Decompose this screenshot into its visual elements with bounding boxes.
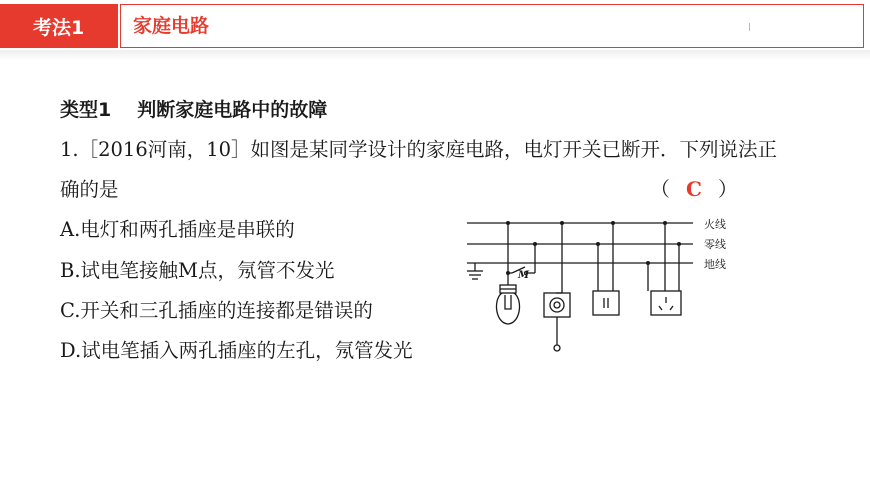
option-c: C.开关和三孔插座的连接都是错误的 <box>60 299 373 322</box>
answer-open: （ <box>650 177 670 201</box>
three-pin-outlet <box>648 223 681 315</box>
type-name: 判断家庭电路中的故障 <box>137 99 328 121</box>
junction-dots <box>506 221 681 275</box>
question-type-heading <box>60 95 327 122</box>
light-bulb-icon <box>496 285 519 324</box>
header-shadow <box>0 50 870 60</box>
answer-letter: C <box>686 177 702 201</box>
question-text-line2: 确的是 <box>60 178 119 201</box>
earth-wire-label: 地线 <box>704 258 726 271</box>
two-pin-outlet <box>593 223 619 315</box>
ground-symbol <box>467 263 483 279</box>
header-divider <box>749 23 750 31</box>
question-text-line1: 1.［2016河南，10］如图是某同学设计的家庭电路，电灯开关已断开．下列说法正 <box>60 138 778 161</box>
option-d: D.试电笔插入两孔插座的左孔，氖管发光 <box>60 339 413 362</box>
section-tag <box>0 4 118 48</box>
section-tag-label: 考法1 <box>33 16 85 39</box>
header-bar <box>120 4 864 48</box>
answer-bracket <box>650 173 738 202</box>
answer-close: ） <box>717 177 738 201</box>
two-hole-socket <box>544 223 570 351</box>
live-wire-label: 火线 <box>704 218 726 231</box>
circuit-diagram <box>455 205 745 355</box>
type-label: 类型1 <box>60 99 112 121</box>
page-title: 家庭电路 <box>133 15 210 37</box>
option-a: A.电灯和两孔插座是串联的 <box>60 218 295 241</box>
option-b: B.试电笔接触M点，氖管不发光 <box>60 259 335 282</box>
neutral-wire-label: 零线 <box>704 238 726 251</box>
point-m-label: M <box>518 270 530 281</box>
